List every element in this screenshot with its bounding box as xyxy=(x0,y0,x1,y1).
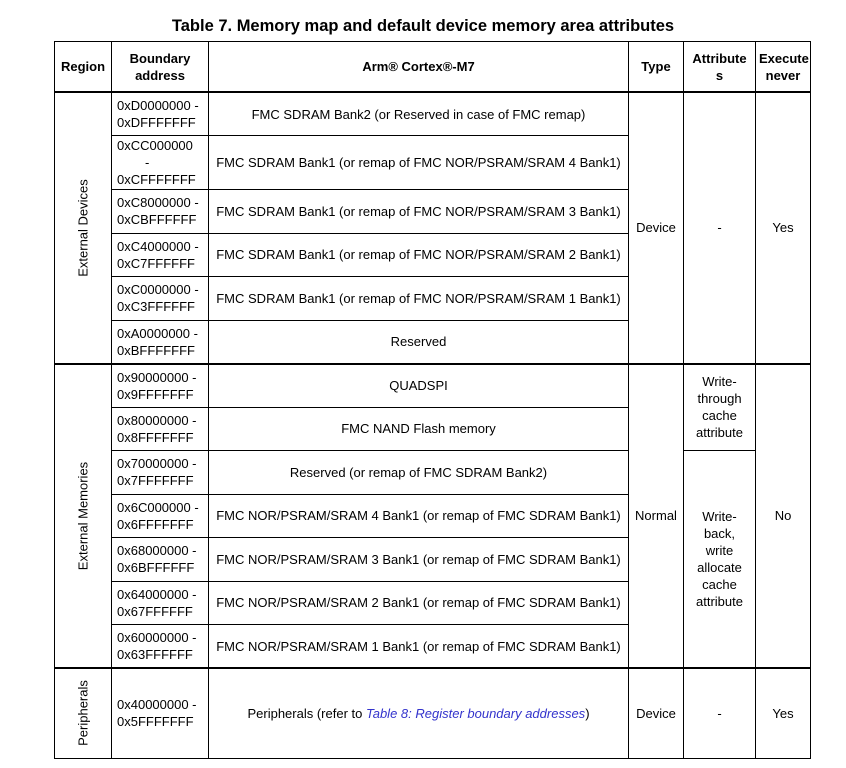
boundary-address: 0x90000000 - 0x9FFFFFFF xyxy=(112,364,209,408)
boundary-address: 0x40000000 - 0x5FFFFFFF xyxy=(112,668,209,758)
table-8-link[interactable]: Table 8: Register boundary addresses xyxy=(365,705,586,721)
boundary-address: 0x70000000 - 0x7FFFFFFF xyxy=(112,451,209,495)
boundary-address: 0xC4000000 - 0xC7FFFFFF xyxy=(112,233,209,277)
boundary-address: 0xC0000000 - 0xC3FFFFFF xyxy=(112,277,209,321)
type-cell: Device xyxy=(629,92,684,364)
attributes-cell: Write- through cache attribute xyxy=(684,364,756,451)
boundary-address: 0x60000000 - 0x63FFFFFF xyxy=(112,625,209,669)
memory-description: Peripherals (refer to Table 8: Register boundary addresses) xyxy=(209,668,629,758)
memory-description: FMC SDRAM Bank2 (or Reserved in case of FMC remap) xyxy=(209,92,629,136)
execute-never-cell: Yes xyxy=(756,668,811,758)
attributes-cell: - xyxy=(684,92,756,364)
boundary-address: 0xC8000000 - 0xCBFFFFFF xyxy=(112,190,209,234)
memory-description: Reserved (or remap of FMC SDRAM Bank2) xyxy=(209,451,629,495)
table-row xyxy=(55,364,811,408)
boundary-address: 0x6C000000 - 0x6FFFFFFF xyxy=(112,494,209,538)
boundary-address: 0x68000000 - 0x6BFFFFFF xyxy=(112,538,209,582)
header-core: Arm® Cortex®-M7 xyxy=(209,42,629,93)
memory-description: FMC SDRAM Bank1 (or remap of FMC NOR/PSRAM/SRAM 1 Bank1) xyxy=(209,277,629,321)
region-peripherals: Peripherals xyxy=(55,668,112,758)
memory-description: FMC NOR/PSRAM/SRAM 2 Bank1 (or remap of FMC SDRAM Bank1) xyxy=(209,581,629,625)
memory-description: FMC NAND Flash memory xyxy=(209,407,629,451)
boundary-address: 0x64000000 - 0x67FFFFFF xyxy=(112,581,209,625)
region-external-devices: External Devices xyxy=(55,92,112,364)
type-cell: Device xyxy=(629,668,684,758)
header-region: Region xyxy=(55,42,112,93)
table-row xyxy=(55,451,811,495)
header-type: Type xyxy=(629,42,684,93)
memory-description: QUADSPI xyxy=(209,364,629,408)
header-execute-never: Execute never xyxy=(756,42,811,93)
memory-description: FMC NOR/PSRAM/SRAM 3 Bank1 (or remap of FMC SDRAM Bank1) xyxy=(209,538,629,582)
memory-description: FMC NOR/PSRAM/SRAM 4 Bank1 (or remap of FMC SDRAM Bank1) xyxy=(209,494,629,538)
memory-description: FMC SDRAM Bank1 (or remap of FMC NOR/PSRAM/SRAM 4 Bank1) xyxy=(209,136,629,190)
memory-map-table xyxy=(54,41,811,759)
header-attributes: Attribute s xyxy=(684,42,756,93)
region-external-memories: External Memories xyxy=(55,364,112,669)
header-row xyxy=(55,42,811,93)
table-row xyxy=(55,668,811,758)
boundary-address: 0xA0000000 - 0xBFFFFFFF xyxy=(112,320,209,364)
execute-never-cell: No xyxy=(756,364,811,669)
type-cell: Normal xyxy=(629,364,684,669)
table-title: Table 7. Memory map and default device memory area attributes xyxy=(171,17,675,35)
boundary-address: 0x80000000 - 0x8FFFFFFF xyxy=(112,407,209,451)
header-boundary-address: Boundary address xyxy=(112,42,209,93)
attributes-cell: Write- back, write allocate cache attribute xyxy=(684,451,756,669)
execute-never-cell: Yes xyxy=(756,92,811,364)
table-row xyxy=(55,92,811,136)
attributes-cell: - xyxy=(684,668,756,758)
memory-description: FMC SDRAM Bank1 (or remap of FMC NOR/PSRAM/SRAM 2 Bank1) xyxy=(209,233,629,277)
boundary-address: 0xCC000000 - 0xCFFFFFFF xyxy=(112,136,209,190)
memory-description: FMC SDRAM Bank1 (or remap of FMC NOR/PSRAM/SRAM 3 Bank1) xyxy=(209,190,629,234)
boundary-address: 0xD0000000 - 0xDFFFFFFF xyxy=(112,92,209,136)
memory-description: FMC NOR/PSRAM/SRAM 1 Bank1 (or remap of FMC SDRAM Bank1) xyxy=(209,625,629,669)
memory-description: Reserved xyxy=(209,320,629,364)
